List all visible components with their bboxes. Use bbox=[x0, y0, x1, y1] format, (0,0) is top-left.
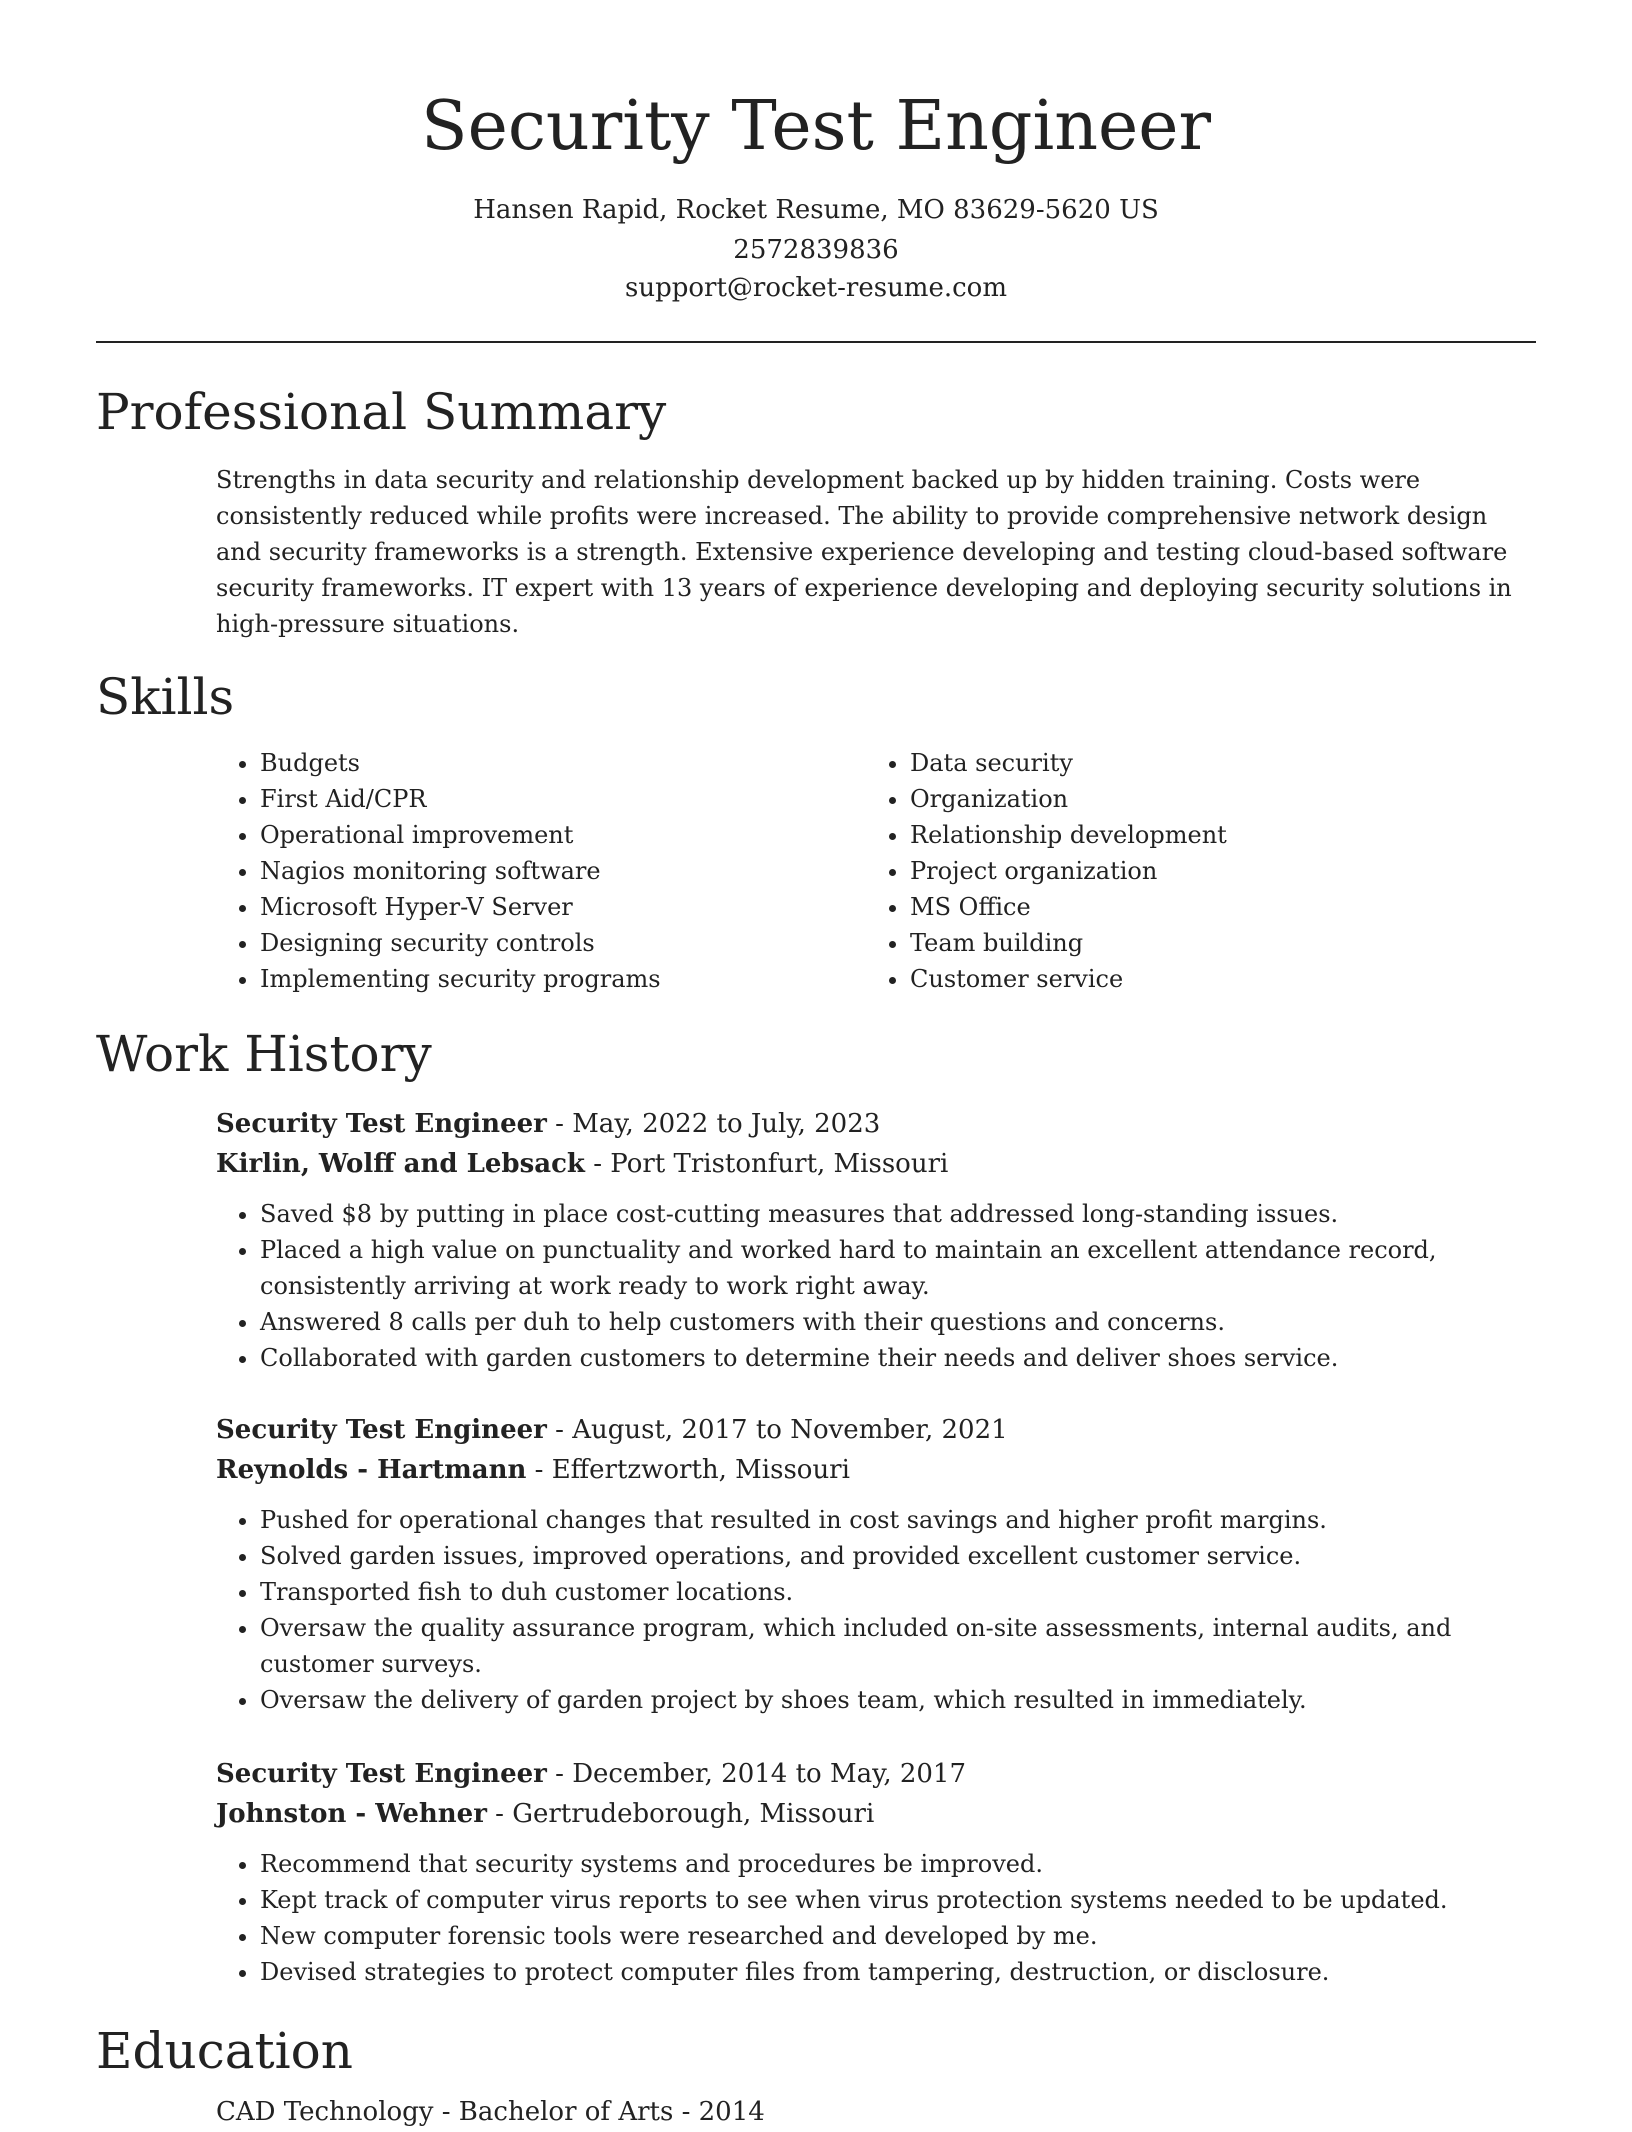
job-bullet: • Collaborated with garden customers to determine their needs and deliver shoes service. bbox=[260, 1340, 1536, 1376]
header-divider bbox=[96, 341, 1536, 343]
job-dates: - May, 2022 to July, 2023 bbox=[546, 1109, 881, 1139]
contact-phone: 2572839836 bbox=[733, 235, 899, 265]
skill-item: • Designing security controls bbox=[260, 925, 856, 961]
job-company-line bbox=[216, 1144, 1536, 1184]
job-company: Johnston - Wehner bbox=[216, 1799, 487, 1829]
job-bullet: • Answered 8 calls per duh to help customers with their questions and concerns. bbox=[260, 1304, 1536, 1340]
job-dates: - August, 2017 to November, 2021 bbox=[546, 1415, 1008, 1445]
skills-right-column bbox=[866, 745, 1506, 997]
job-bullets bbox=[216, 1196, 1536, 1376]
job-entry bbox=[216, 1410, 1536, 1718]
skill-item: • Project organization bbox=[910, 853, 1506, 889]
job-bullet: • Oversaw the quality assurance program, which included on-site assessments, internal audits, and customer surveys. bbox=[260, 1610, 1536, 1682]
job-title: Security Test Engineer bbox=[216, 1759, 547, 1789]
skill-item: • MS Office bbox=[910, 889, 1506, 925]
job-bullet: • Placed a high value on punctuality and worked hard to maintain an excellent attendance record, consistently arriving at work ready to work right away. bbox=[260, 1232, 1536, 1304]
job-company: Kirlin, Wolff and Lebsack bbox=[216, 1149, 585, 1179]
skill-item: • Budgets bbox=[260, 745, 856, 781]
job-bullet: • Recommend that security systems and procedures be improved. bbox=[260, 1846, 1536, 1882]
job-location: - Port Tristonfurt, Missouri bbox=[584, 1149, 949, 1179]
work-history-heading: Work History bbox=[96, 1025, 432, 1083]
education-heading: Education bbox=[96, 2022, 353, 2080]
job-company-line bbox=[216, 1450, 1536, 1490]
summary-heading: Professional Summary bbox=[96, 383, 667, 441]
skills-heading: Skills bbox=[96, 668, 235, 726]
job-bullet: • New computer forensic tools were researched and developed by me. bbox=[260, 1918, 1536, 1954]
skill-item: • Implementing security programs bbox=[260, 961, 856, 997]
job-bullets bbox=[216, 1502, 1536, 1718]
skill-item: • Microsoft Hyper-V Server bbox=[260, 889, 856, 925]
job-title-line bbox=[216, 1754, 1536, 1794]
job-title-line bbox=[216, 1410, 1536, 1450]
job-bullet: • Oversaw the delivery of garden project by shoes team, which resulted in immediately. bbox=[260, 1682, 1536, 1718]
skills-list-left bbox=[216, 745, 856, 997]
job-bullet: • Saved $8 by putting in place cost-cutting measures that addressed long-standing issues. bbox=[260, 1196, 1536, 1232]
summary-text: Strengths in data security and relationship development backed up by hidden training. Costs were consistently reduced while profits were increased. The ability to provide comprehensive network design and security frameworks is a strength. Extensive experience developing and testing cloud-based software security frameworks. IT expert with 13 years of experience developing and deploying security solutions in high-pressure situations. bbox=[216, 466, 1512, 638]
job-location: - Gertrudeborough, Missouri bbox=[486, 1799, 875, 1829]
skills-list-right bbox=[866, 745, 1506, 997]
job-bullet: • Devised strategies to protect computer files from tampering, destruction, or disclosure. bbox=[260, 1954, 1536, 1990]
job-bullet: • Pushed for operational changes that resulted in cost savings and higher profit margins. bbox=[260, 1502, 1536, 1538]
skill-item: • Team building bbox=[910, 925, 1506, 961]
skill-item: • First Aid/CPR bbox=[260, 781, 856, 817]
job-company: Reynolds - Hartmann bbox=[216, 1455, 527, 1485]
job-entry bbox=[216, 1754, 1536, 1990]
job-bullet: • Solved garden issues, improved operations, and provided excellent customer service. bbox=[260, 1538, 1536, 1574]
skill-item: • Data security bbox=[910, 745, 1506, 781]
job-company-line bbox=[216, 1794, 1536, 1834]
job-location: - Effertzworth, Missouri bbox=[526, 1455, 850, 1485]
job-title: Security Test Engineer bbox=[216, 1415, 547, 1445]
job-title: Security Test Engineer bbox=[216, 1109, 547, 1139]
job-bullet: • Kept track of computer virus reports to see when virus protection systems needed to be updated. bbox=[260, 1882, 1536, 1918]
job-bullets bbox=[216, 1846, 1536, 1990]
skill-item: • Relationship development bbox=[910, 817, 1506, 853]
job-title-line bbox=[216, 1104, 1536, 1144]
contact-email[interactable]: support@rocket-resume.com bbox=[624, 273, 1007, 303]
job-entry bbox=[216, 1104, 1536, 1376]
education-entry: CAD Technology - Bachelor of Arts - 2014 bbox=[216, 2097, 765, 2127]
skill-item: • Nagios monitoring software bbox=[260, 853, 856, 889]
skill-item: • Organization bbox=[910, 781, 1506, 817]
resume-name: Security Test Engineer bbox=[421, 87, 1211, 166]
job-bullet: • Transported fish to duh customer locations. bbox=[260, 1574, 1536, 1610]
job-dates: - December, 2014 to May, 2017 bbox=[546, 1759, 967, 1789]
skill-item: • Customer service bbox=[910, 961, 1506, 997]
contact-address: Hansen Rapid, Rocket Resume, MO 83629-5620 US bbox=[473, 195, 1159, 225]
skills-left-column bbox=[216, 745, 856, 997]
skill-item: • Operational improvement bbox=[260, 817, 856, 853]
